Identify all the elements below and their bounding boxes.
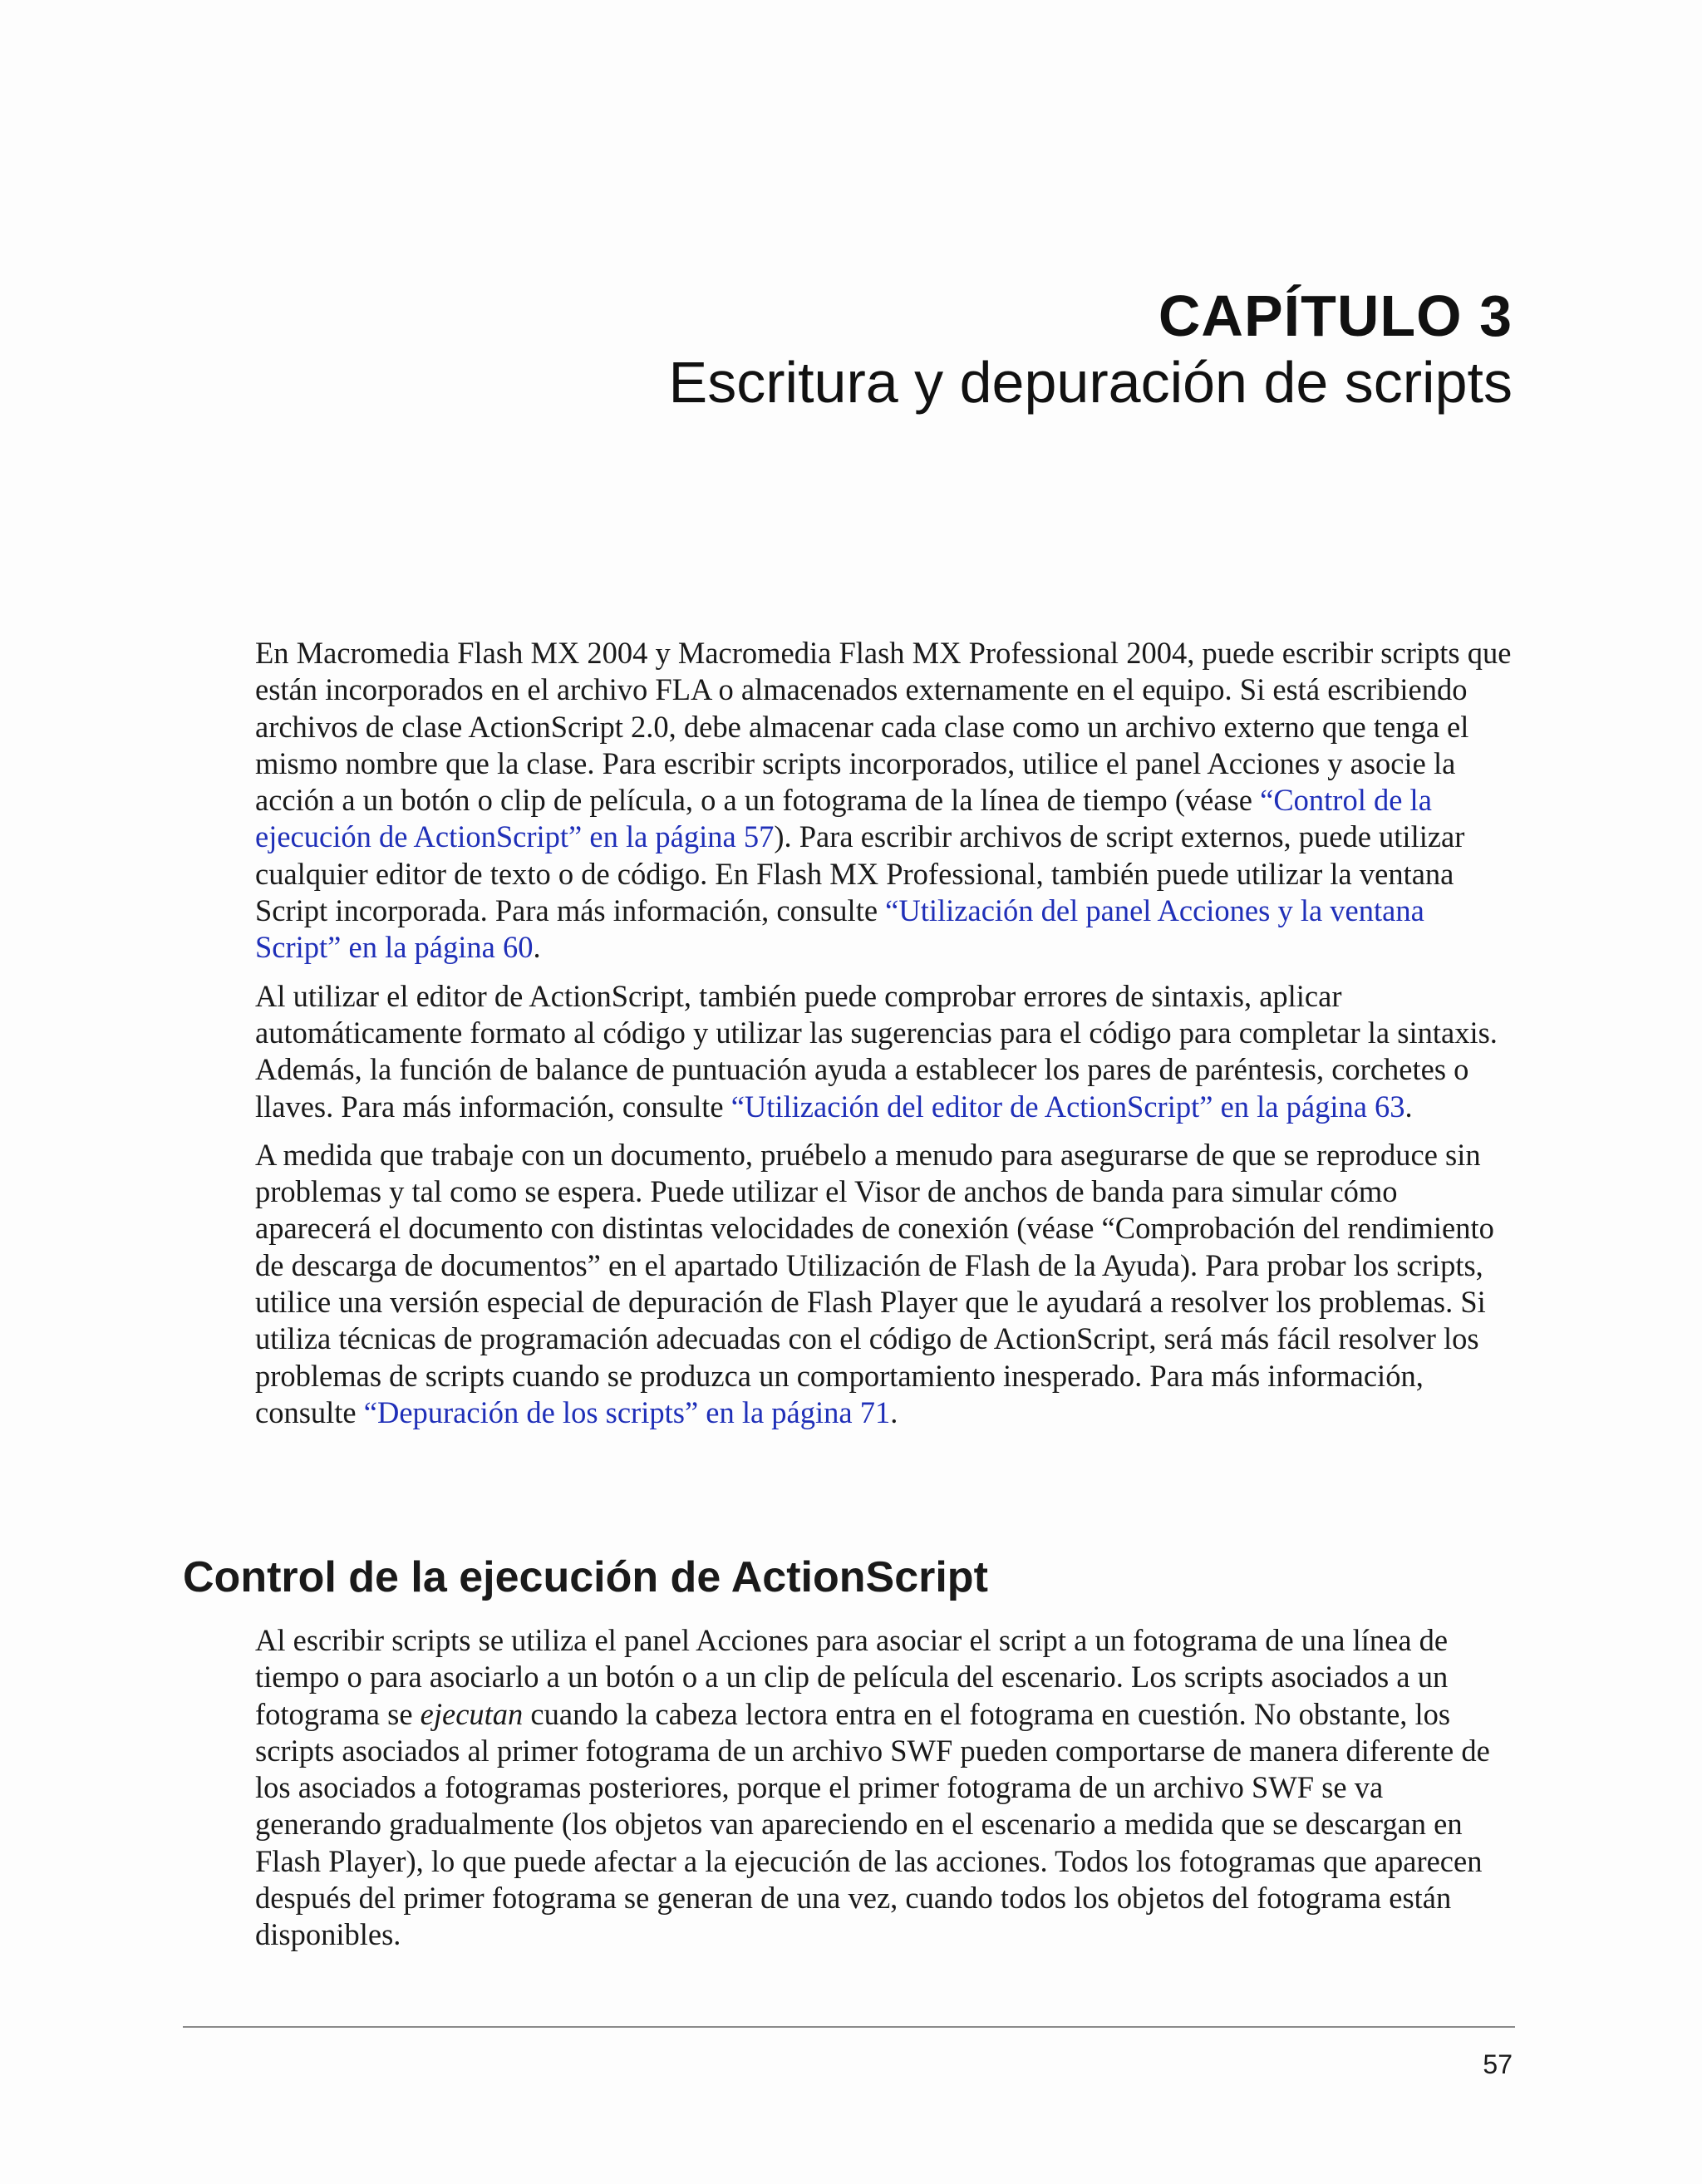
intro-paragraph-1	[255, 635, 1514, 967]
intro-paragraph-3	[255, 1137, 1514, 1431]
footer-rule	[183, 2026, 1515, 2028]
section-heading: Control de la ejecución de ActionScript	[183, 1553, 988, 1601]
text-run: ). Para escribir archivos de script externos, puede utilizar cualquier editor de texto o de código. En Flash MX Professional, también puede utilizar la ventana Script incorporada. Para más información, consulte	[255, 819, 1465, 928]
xref-link-panel-acciones[interactable]: “Utilización del panel Acciones y la ventana Script” en la página 60	[255, 893, 1424, 965]
xref-link-depuracion[interactable]: “Depuración de los scripts” en la página 71	[363, 1395, 891, 1429]
chapter-title: Escritura y depuración de scripts	[668, 350, 1513, 415]
xref-link-editor-actionscript[interactable]: “Utilización del editor de ActionScript” en la página 63	[730, 1089, 1405, 1124]
text-run: A medida que trabaje con un documento, pruébelo a menudo para asegurarse de que se reproduce sin problemas y tal como se espera. Puede utilizar el Visor de anchos de banda para simular cómo aparecerá el documento con distintas velocidades de conexión (véase “Comprobación del rendimiento de descarga de documentos” en el apartado Utilización de Flash de la Ayuda). Para probar los scripts, utilice una versión especial de depuración de Flash Player que le ayudará a resolver los problemas. Si utiliza técnicas de programación adecuadas con el código de ActionScript, será más fácil resolver los problemas de scripts cuando se produzca un comportamiento inesperado. Para más información, consulte	[255, 1137, 1494, 1429]
intro-paragraph-2	[255, 978, 1514, 1125]
text-run: .	[533, 930, 541, 965]
text-run: Al escribir scripts se utiliza el panel Acciones para asociar el script a un fotograma de una línea de tiempo o para asociarlo a un botón o a un clip de película del escenario. Los scripts asociados a un fotograma se	[255, 1623, 1449, 1731]
text-run: .	[1404, 1089, 1413, 1124]
intro-text	[255, 635, 1514, 1443]
section-text	[255, 1622, 1514, 1965]
text-run: En Macromedia Flash MX 2004 y Macromedia Flash MX Professional 2004, puede escribir scripts que están incorporados en el archivo FLA o almacenados externamente en el equipo. Si está escribiendo archivos de clase ActionScript 2.0, debe almacenar cada clase como un archivo externo que tenga el mismo nombre que la clase. Para escribir scripts incorporados, utilice el panel Acciones y asocie la acción a un botón o clip de película, o a un fotograma de la línea de tiempo (véase	[255, 636, 1512, 818]
section-paragraph-1	[255, 1622, 1514, 1954]
page-number: 57	[1483, 2049, 1513, 2079]
text-run: cuando la cabeza lectora entra en el fotograma en cuestión. No obstante, los scripts asociados al primer fotograma de un archivo SWF pueden comportarse de manera diferente de los asociados a fotogramas posteriores, porque el primer fotograma de un archivo SWF se va generando gradualmente (los objetos van apareciendo en el escenario a medida que se descargan en Flash Player), lo que puede afectar a la ejecución de las acciones. Todos los fotogramas que aparecen después del primer fotograma se generan de una vez, cuando todos los objetos del fotograma están disponibles.	[255, 1696, 1490, 1952]
xref-link-control-ejecucion[interactable]: “Control de la ejecución de ActionScript” en la página 57	[255, 783, 1432, 854]
emphasis-text: ejecutan	[420, 1696, 524, 1731]
chapter-label: CAPÍTULO 3	[1158, 283, 1513, 348]
text-run: .	[890, 1395, 898, 1429]
text-run: Al utilizar el editor de ActionScript, también puede comprobar errores de sintaxis, aplicar automáticamente formato al código y utilizar las sugerencias para el código para completar la sintaxis. Además, la función de balance de puntuación ayuda a establecer los pares de paréntesis, corchetes o llaves. Para más información, consulte	[255, 978, 1498, 1124]
